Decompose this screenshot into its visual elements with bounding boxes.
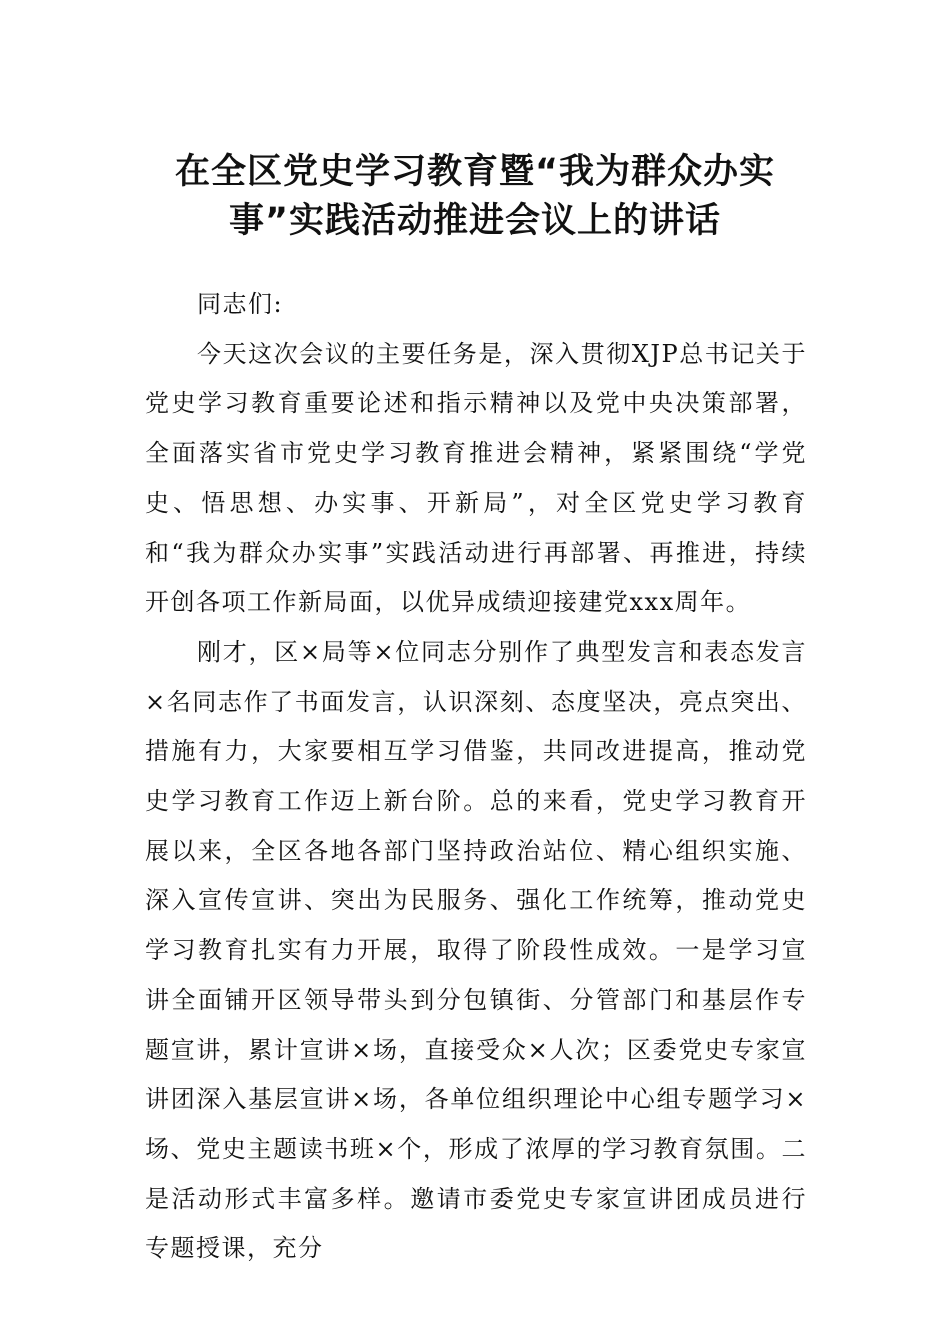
paragraph-2: 刚才，区×局等×位同志分别作了典型发言和表态发言×名同志作了书面发言，认识深刻、态度坚决，亮点突出、措施有力，大家要相互学习借鉴，共同改进提高，推动党史学习教育工作迈上新台阶。总的来看，党史学习教育开展以来，全区各地各部门坚持政治站位、精心组织实施、深入宣传宣讲、突出为民服务、强化工作统筹，推动党史学习教育扎实有力开展，取得了阶段性成效。一是学习宣讲全面铺开区领导带头到分包镇街、分管部门和基层作专题宣讲，累计宣讲×场，直接受众×人次；区委党史专家宣讲团深入基层宣讲×场，各单位组织理论中心组专题学习×场、党史主题读书班×个，形成了浓厚的学习教育氛围。二是活动形式丰富多样。邀请市委党史专家宣讲团成员进行专题授课，充分 [145, 637, 807, 1263]
title-line-2: 事”实践活动推进会议上的讲话 [228, 201, 721, 241]
title-line-1: 在全区党史学习教育暨“我为群众办实 [174, 152, 775, 192]
paragraph-1: 今天这次会议的主要任务是，深入贯彻XJP总书记关于党史学习教育重要论述和指示精神以及党中央决策部署，全面落实省市党史学习教育推进会精神，紧紧围绕“学党史、悟思想、办实事、开新局”，对全区党史学习教育和“我为群众办实事”实践活动进行再部署、再推进，持续开创各项工作新局面，以优异成绩迎接建党xxx周年。 [145, 339, 807, 617]
document-title [145, 148, 805, 246]
salutation: 同志们: [197, 290, 284, 318]
document-body [145, 280, 807, 1274]
